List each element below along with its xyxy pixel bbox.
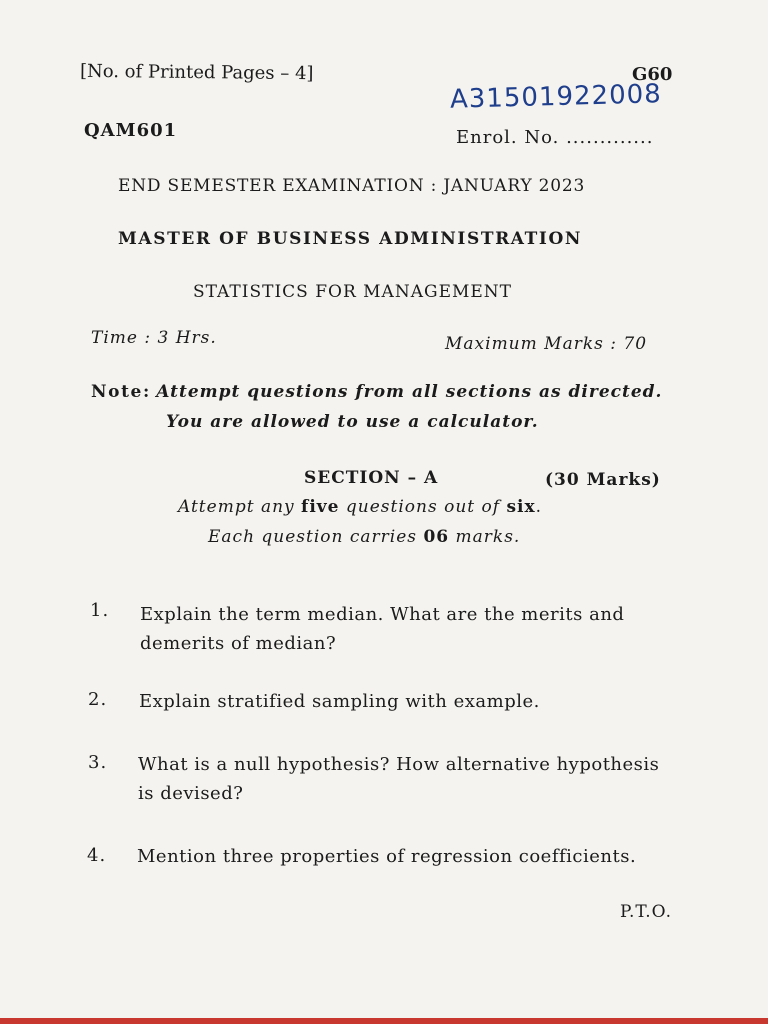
enrol-number-handwritten: A31501922008: [449, 79, 663, 115]
enrol-label: Enrol. No. .............: [456, 127, 654, 148]
maximum-marks: Maximum Marks : 70: [445, 334, 648, 354]
note-label: Note:: [91, 382, 151, 402]
question-text: What is a null hypothesis? How alternative hypothesis is devised?: [138, 754, 660, 804]
subject-title: STATISTICS FOR MANAGEMENT: [193, 282, 513, 302]
course-code: QAM601: [84, 120, 178, 141]
section-instruction-2: Each question carries 06 marks.: [208, 527, 521, 547]
exam-title: END SEMESTER EXAMINATION : JANUARY 2023: [118, 176, 586, 196]
question-number: 2.: [88, 689, 108, 710]
paper-code: G60: [632, 64, 673, 85]
note-line-2: You are allowed to use a calculator.: [166, 412, 539, 432]
section-title: SECTION – A: [304, 468, 439, 488]
question-text: Mention three properties of regression coefficients.: [137, 846, 637, 867]
question-text: Explain the term median. What are the merits and demerits of median?: [140, 604, 625, 654]
pto: P.T.O.: [620, 902, 672, 922]
program-title: MASTER OF BUSINESS ADMINISTRATION: [118, 229, 583, 249]
question-number: 1.: [90, 600, 110, 621]
note: [91, 382, 662, 402]
section-instruction-1: Attempt any five questions out of six.: [178, 497, 543, 517]
question-number: 4.: [87, 845, 107, 866]
question-number: 3.: [88, 752, 108, 773]
page-edge-divider: [0, 1018, 768, 1024]
note-line-1: Attempt questions from all sections as directed.: [156, 382, 663, 402]
printed-pages: [No. of Printed Pages – 4]: [79, 60, 314, 85]
section-marks: (30 Marks): [545, 470, 661, 490]
time-allowed: Time : 3 Hrs.: [91, 328, 217, 348]
question-text: Explain stratified sampling with example.: [139, 691, 540, 712]
